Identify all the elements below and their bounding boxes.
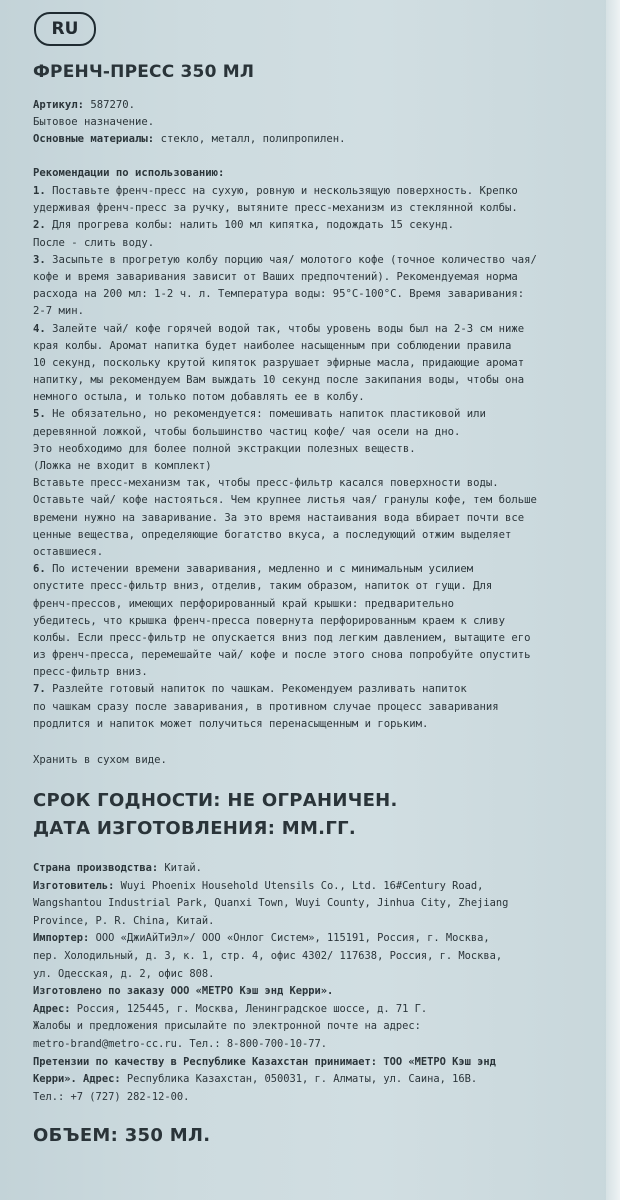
- instruction-line: [33, 424, 573, 441]
- instruction-line: [33, 252, 573, 269]
- instruction-line: [33, 630, 573, 647]
- manufacturer-text: пер. Холодильный, д. 3, к. 1, стр. 4, офис 4302/ 117638, Россия, г. Москва,: [33, 949, 503, 962]
- instruction-line: [33, 664, 573, 681]
- instruction-line: [33, 527, 573, 544]
- manufacturer-label: Страна производства:: [33, 862, 159, 874]
- purpose-line: Бытовое назначение.: [33, 116, 155, 129]
- instruction-line: [33, 613, 573, 630]
- manufacturer-line: [33, 1071, 578, 1089]
- instruction-text: Это необходимо для более полной экстракции полезных веществ.: [33, 442, 416, 455]
- step-number: 7.: [33, 683, 46, 696]
- instruction-text: (Ложка не входит в комплект): [33, 460, 212, 472]
- manufacturer-label: Изготовлено по заказу ООО «МЕТРО Кэш энд Керри».: [33, 985, 334, 998]
- storage-text: Хранить в сухом виде.: [33, 754, 167, 766]
- instruction-line: [33, 355, 573, 372]
- manufacturer-line: [33, 878, 578, 896]
- instruction-line: [33, 699, 573, 716]
- instruction-text: края колбы. Аромат напитка будет наиболее насыщенным при соблюдении правила: [33, 339, 512, 352]
- article-line: [33, 97, 573, 114]
- instruction-line: [33, 492, 573, 509]
- manufacturer-label: Керри». Адрес:: [33, 1073, 121, 1086]
- manufacturer-text: Китай.: [158, 862, 202, 874]
- step-number: 4.: [33, 322, 46, 335]
- instruction-text: удерживая френч-пресс за ручку, вытяните пресс-механизм из стеклянной колбы.: [33, 202, 518, 215]
- instruction-line: [33, 286, 573, 303]
- instruction-line: [33, 217, 573, 234]
- instruction-text: опустите пресс-фильтр вниз, отделив, таким образом, напиток от гущи. Для: [33, 580, 493, 593]
- instruction-text: Залейте чай/ кофе горячей водой так, чтобы уровень воды был на 2-3 см ниже: [45, 322, 525, 335]
- manufacturer-line: [33, 1054, 578, 1072]
- instruction-line: [33, 235, 573, 252]
- manufacturer-label: Претензии по качеству в Республике Казахстан принимает: ТОО «МЕТРО Кэш энд: [33, 1055, 496, 1068]
- instruction-line: [33, 544, 573, 561]
- volume: ОБЪЕМ: 350 МЛ.: [33, 1125, 211, 1146]
- instruction-text: После - слить воду.: [33, 236, 155, 249]
- instruction-text: деревянной ложкой, чтобы большинство частиц кофе/ чая осели на дно.: [33, 425, 461, 438]
- instruction-text: Вставьте пресс-механизм так, чтобы пресс-фильтр касался поверхности воды.: [33, 477, 499, 490]
- instruction-text: из френч-пресса, перемешайте чай/ кофе и после этого снова попробуйте опустить: [33, 649, 531, 662]
- step-number: 5.: [33, 408, 46, 421]
- instruction-text: По истечении времени заваривания, медленно и с минимальным усилием: [45, 563, 474, 576]
- manufacturer-text: ул. Одесская, д. 2, офис 808.: [33, 967, 215, 980]
- instruction-line: [33, 303, 573, 320]
- manufacturer-line: [33, 983, 578, 1001]
- instruction-line: [33, 578, 573, 595]
- manufacturer-text: Жалобы и предложения присылайте по электронной почте на адрес:: [33, 1020, 421, 1033]
- storage-note: [33, 752, 573, 769]
- instruction-text: напитку, мы рекомендуем Вам выждать 10 секунд после закипания воды, чтобы она: [33, 374, 525, 387]
- manufacturer-info: [33, 860, 578, 1106]
- materials-value: стекло, металл, полипропилен.: [154, 133, 346, 146]
- materials-line: [33, 131, 573, 148]
- instruction-text: немного остыла, и только потом добавлять ее в колбу.: [33, 391, 365, 404]
- instruction-text: оставшиеся.: [33, 545, 104, 558]
- instruction-text: продлится и напиток может получиться перенасыщенным и горьким.: [33, 717, 429, 730]
- product-info: [33, 97, 573, 149]
- instruction-line: [33, 475, 573, 492]
- manufacturer-line: [33, 1018, 578, 1036]
- manufacture-date: ДАТА ИЗГОТОВЛЕНИЯ: ММ.ГГ.: [33, 818, 357, 839]
- manufacturer-line: [33, 860, 578, 878]
- instruction-text: времени нужно на заваривание. За это время настаивания вода вбирает почти все: [33, 511, 525, 524]
- instruction-line: [33, 406, 573, 423]
- instruction-text: пресс-фильтр вниз.: [33, 666, 148, 679]
- instruction-text: по чашкам сразу после заваривания, в противном случае процесс заваривания: [33, 700, 499, 713]
- instruction-text: Для прогрева колбы: налить 100 мл кипятка, подождать 15 секунд.: [45, 219, 454, 232]
- instruction-text: Не обязательно, но рекомендуется: помешивать напиток пластиковой или: [45, 408, 486, 421]
- instruction-text: колбы. Если пресс-фильтр не опускается вниз под легким давлением, вытащите его: [33, 631, 531, 644]
- instruction-text: Разлейте готовый напиток по чашкам. Рекомендуем разливать напиток: [45, 683, 467, 696]
- instruction-line: [33, 716, 573, 733]
- instruction-text: френч-прессов, имеющих перфорированный край крышки: предварительно: [33, 597, 454, 610]
- instruction-line: [33, 647, 573, 664]
- manufacturer-text: metro-brand@metro-cc.ru. Тел.: 8-800-700-10-77.: [33, 1037, 328, 1050]
- instruction-line: [33, 389, 573, 406]
- article-label: Артикул:: [33, 99, 85, 111]
- instruction-text: 10 секунд, поскольку крутой кипяток разрушает эфирные масла, придающие аромат: [33, 356, 525, 369]
- manufacturer-line: [33, 1089, 578, 1107]
- instruction-line: [33, 510, 573, 527]
- instruction-line: [33, 372, 573, 389]
- instruction-line: [33, 561, 573, 578]
- instruction-line: [33, 338, 573, 355]
- instruction-text: убедитесь, что крышка френч-пресса повернута перфорированным краем к сливу: [33, 614, 505, 627]
- instruction-line: [33, 269, 573, 286]
- manufacturer-text: Россия, 125445, г. Москва, Ленинградское шоссе, д. 71 Г.: [70, 1002, 428, 1015]
- paper-edge: [606, 0, 620, 1200]
- language-badge: RU: [34, 12, 96, 46]
- manufacturer-text: ООО «ДжиАйТиЭл»/ ООО «Онлог Систем», 115191, Россия, г. Москва,: [89, 932, 490, 945]
- shelf-life: СРОК ГОДНОСТИ: НЕ ОГРАНИЧЕН.: [33, 790, 398, 811]
- instruction-text: ценные вещества, определяющие богатство вкуса, а последующий отжим выделяет: [33, 528, 512, 541]
- manufacturer-text: Республика Казахстан, 050031, г. Алматы, ул. Саина, 16В.: [120, 1073, 478, 1086]
- manufacturer-line: [33, 895, 578, 913]
- manufacturer-line: [33, 930, 578, 948]
- instruction-line: [33, 458, 573, 475]
- materials-label: Основные материалы:: [33, 133, 155, 146]
- step-number: 1.: [33, 185, 46, 197]
- instruction-line: [33, 183, 573, 200]
- instruction-text: Оставьте чай/ кофе настояться. Чем крупнее листья чая/ гранулы кофе, тем больше: [33, 494, 537, 507]
- instruction-text: Засыпьте в прогретую колбу порцию чая/ молотого кофе (точное количество чая/: [45, 253, 537, 266]
- manufacturer-line: [33, 966, 578, 984]
- step-number: 3.: [33, 253, 46, 266]
- manufacturer-line: [33, 1036, 578, 1054]
- manufacturer-line: [33, 1001, 578, 1019]
- manufacturer-text: Province, P. R. China, Китай.: [33, 914, 215, 927]
- instructions-list: [33, 183, 573, 733]
- instruction-line: [33, 596, 573, 613]
- instruction-text: расхода на 200 мл: 1-2 ч. л. Температура воды: 95°С-100°С. Время заваривания:: [33, 288, 525, 301]
- recommendations-title: Рекомендации по использованию:: [33, 167, 225, 179]
- instruction-line: [33, 321, 573, 338]
- manufacturer-line: [33, 948, 578, 966]
- step-number: 6.: [33, 563, 46, 576]
- instruction-line: [33, 200, 573, 217]
- manufacturer-line: [33, 913, 578, 931]
- article-value: 587270.: [84, 99, 136, 111]
- step-number: 2.: [33, 219, 46, 232]
- manufacturer-label: Изготовитель:: [33, 879, 115, 892]
- manufacturer-label: Импортер:: [33, 932, 90, 945]
- instruction-line: [33, 441, 573, 458]
- instruction-text: Поставьте френч-пресс на сухую, ровную и нескользящую поверхность. Крепко: [45, 185, 518, 197]
- manufacturer-text: Wangshantou Industrial Park, Quanxi Town, Wuyi County, Jinhua City, Zhejiang: [33, 897, 509, 910]
- recommendations-heading: [33, 165, 573, 182]
- instruction-line: [33, 681, 573, 698]
- manufacturer-text: Wuyi Phoenix Household Utensils Co., Ltd. 16#Century Road,: [114, 879, 484, 892]
- instruction-text: 2-7 мин.: [33, 305, 85, 318]
- instruction-text: кофе и время заваривания зависит от Ваших предпочтений). Рекомендуемая норма: [33, 270, 518, 283]
- product-title: ФРЕНЧ-ПРЕСС 350 МЛ: [33, 62, 255, 82]
- manufacturer-label: Адрес:: [33, 1002, 71, 1015]
- manufacturer-text: Тел.: +7 (727) 282-12-00.: [33, 1090, 190, 1103]
